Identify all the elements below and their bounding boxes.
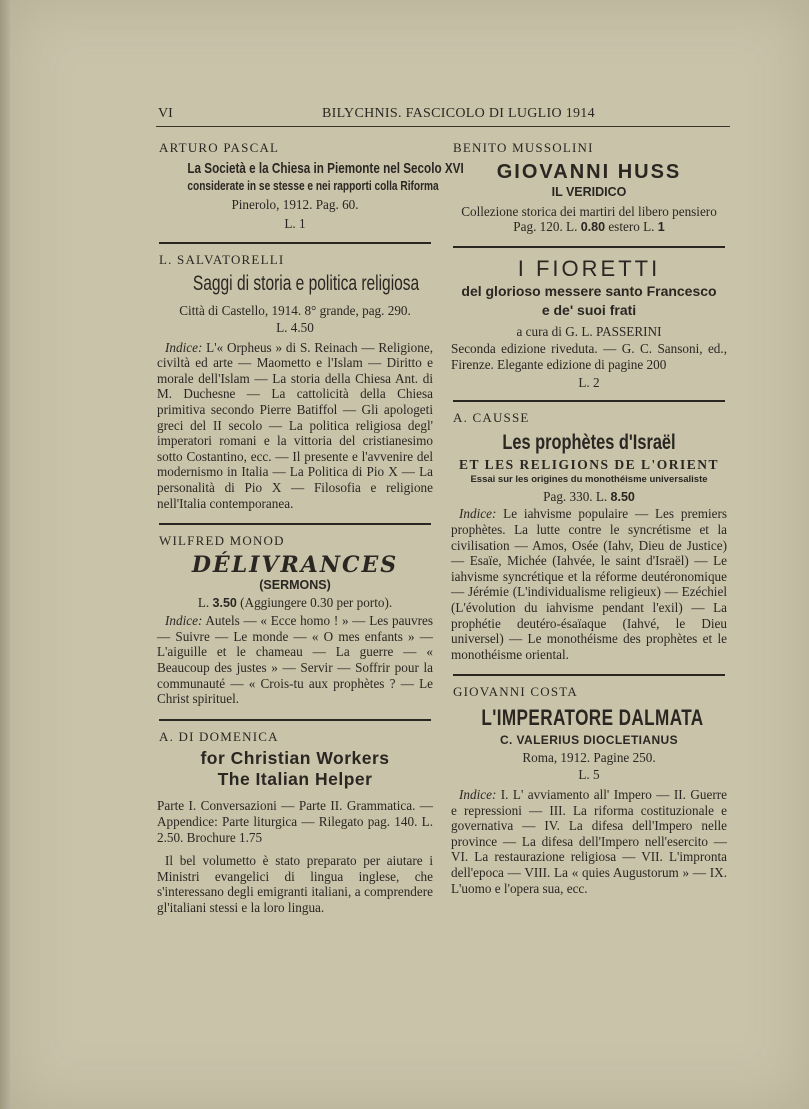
index-text: I. L' avviamento all' Impero — II. Guerre e repressioni — III. La riforma costituzionale e governativa — IV. La difesa dell'Impero nelle province — La difesa dell'Impero nell'esercito — VI. La restaurazione religiosa — VII. L'impronta dell'epoca — VIII. La « quies Augustorum » — IX. L'uomo e l'opera sua, ecc. xyxy=(451,787,727,896)
divider xyxy=(453,400,725,402)
body-text: Il bel volumetto è stato preparato per aiutare i Ministri evangelici di lingua inglese, che s'interessano degli emigranti italiani, a comprendere gl'italiani stessi e la loro lingua. xyxy=(157,853,433,915)
divider xyxy=(159,523,431,525)
index-label: Indice: xyxy=(165,339,203,355)
index-text: L'« Orpheus » di S. Reinach — Religione, civiltà ed arte — Maometto e l'Islam — Diritto e morale dell'Islam — La storia della Chiesa Ant. di M. Duchesne — La cattolicità della Chiesa primitiva secondo Pierre Batiffol — Gli apologeti greci del II secolo — La politica religiosa degl' imperatori romani e la vittoria del cristianesimo sotto Costantino, ecc. — Il presente e l'avvenire del modernismo in Italia — La Politica di Pio X — La personalità di Pio X — Filosofia e religione nell'Italia contemporanea. xyxy=(157,339,433,511)
pub-prefix: Pag. 330. L. xyxy=(543,488,608,504)
index-text: Le iahvisme populaire — Les premiers prophètes. La lutte contre le syncrétisme et la civilisation — Amos, Osée (Iahv, Dieu de Justice) — Esaïe, Michée (Iahvée, le saint d'Israël) — Le iahvisme syncrétique et la réforme deutéronomique — Jérémie (L'individualisme religieux) — Ezéchiel (L'évolution du iahvisme pendant l'exil) — La prophétie deutéro-ésaïaque (Iahvé, le Dieu universel) — Le monothéisme des prophètes et le monothéisme oriental. xyxy=(451,506,727,662)
entry-salvatorelli xyxy=(157,252,433,511)
entry-mussolini xyxy=(451,140,727,236)
index-label: Indice: xyxy=(165,613,203,629)
price: L. 1 xyxy=(284,216,306,232)
entry-causse xyxy=(451,410,727,662)
running-title: BILYCHNIS. FASCICOLO DI LUGLIO 1914 xyxy=(322,106,595,121)
book-title: DÉLIVRANCES xyxy=(191,551,399,578)
price-line xyxy=(157,595,433,612)
book-title: for Christian Workers xyxy=(200,748,390,769)
author: L. SALVATORELLI xyxy=(159,251,285,267)
book-title: GIOVANNI HUSS xyxy=(496,160,682,183)
book-subtitle: ET LES RELIGIONS DE L'ORIENT xyxy=(458,456,720,472)
book-title: Saggi di storia e politica religiosa xyxy=(192,272,420,296)
entry-pascal xyxy=(157,140,464,232)
description: Parte I. Conversazioni — Parte II. Grammatica. — Appendice: Parte liturgica — Rilegato pag. 140. L. 2.50. Brochure 1.75 xyxy=(157,798,433,845)
index-paragraph xyxy=(451,787,727,896)
book-subtitle: considerate in se stesse e nei rapporti colla Riforma xyxy=(187,177,439,193)
author: BENITO MUSSOLINI xyxy=(453,140,594,155)
price: L. 4.50 xyxy=(276,319,314,335)
publication-info: Seconda edizione riveduta. — G. C. Sansoni, ed., Firenze. Elegante edizione di pagine 200 xyxy=(451,341,727,372)
book-subtitle: IL VERIDICO xyxy=(551,184,627,199)
price: 0.80 xyxy=(580,220,606,235)
pub-prefix: Pag. 120. L. xyxy=(513,219,578,235)
price-line xyxy=(451,219,727,236)
book-title: La Società e la Chiesa in Piemonte nel Secolo XVI xyxy=(187,159,464,177)
author: ARTURO PASCAL xyxy=(159,140,280,155)
publication-info: Roma, 1912. Pagine 250. xyxy=(522,749,656,765)
running-header xyxy=(156,104,730,127)
author: A. DI DOMENICA xyxy=(159,728,279,744)
divider xyxy=(159,242,431,244)
series: Collezione storica dei martiri del libero pensiero xyxy=(461,203,717,219)
index-label: Indice: xyxy=(459,787,497,803)
price-line xyxy=(451,489,727,506)
price: 3.50 xyxy=(212,595,237,610)
price-abroad: 1 xyxy=(657,220,665,235)
book-subtitle: (SERMONS) xyxy=(259,577,331,592)
editor: a cura di G. L. PASSERINI xyxy=(516,323,662,339)
book-title: I FIORETTI xyxy=(517,255,661,281)
index-label: Indice: xyxy=(459,506,497,522)
book-title-2: The Italian Helper xyxy=(217,769,373,790)
book-title: L'IMPERATORE DALMATA xyxy=(481,704,704,730)
index-paragraph xyxy=(157,340,433,512)
price: L. 5 xyxy=(578,767,600,783)
price: 8.50 xyxy=(610,489,635,504)
essay-subtitle: Essai sur les origines du monothéisme universaliste xyxy=(470,473,708,485)
index-paragraph xyxy=(451,506,727,662)
right-column xyxy=(451,140,727,896)
page-number: VI xyxy=(158,106,173,121)
entry-domenica xyxy=(157,729,433,916)
price-note: (Aggiungere 0.30 per porto). xyxy=(240,594,393,610)
publication-info: Pinerolo, 1912. Pag. 60. xyxy=(231,196,359,212)
book-subtitle: del glorioso messere santo Francesco xyxy=(461,282,717,299)
entry-costa xyxy=(451,684,727,896)
book-subtitle-2: e de' suoi frati xyxy=(541,301,637,318)
price: L. 2 xyxy=(578,374,600,390)
divider xyxy=(159,719,431,721)
author: WILFRED MONOD xyxy=(159,533,285,549)
index-text: Autels — « Ecce homo ! » — Les pauvres — Suivre — Le monde — « O mes enfants » — L'aiguille et le chameau — La guerre — « Beaucoup des justes » — Servir — Soffrir pour la communauté — « Crois-tu aux prophètes ? — Le Christ spirituel. xyxy=(157,613,433,707)
divider xyxy=(453,246,725,248)
book-title: Les prophètes d'Israël xyxy=(502,430,676,454)
author: A. CAUSSE xyxy=(453,410,530,426)
publication-info: Città di Castello, 1914. 8° grande, pag. 290. xyxy=(179,303,411,319)
index-paragraph xyxy=(157,613,433,707)
pub-mid: estero L. xyxy=(608,219,655,235)
page-edge xyxy=(0,0,10,1109)
divider xyxy=(453,674,725,676)
entry-monod xyxy=(157,533,433,707)
price-prefix: L. xyxy=(197,594,210,610)
book-subtitle: C. VALERIUS DIOCLETIANUS xyxy=(499,732,679,747)
entry-fioretti xyxy=(451,256,727,390)
left-column xyxy=(157,140,464,916)
author: GIOVANNI COSTA xyxy=(453,684,578,700)
